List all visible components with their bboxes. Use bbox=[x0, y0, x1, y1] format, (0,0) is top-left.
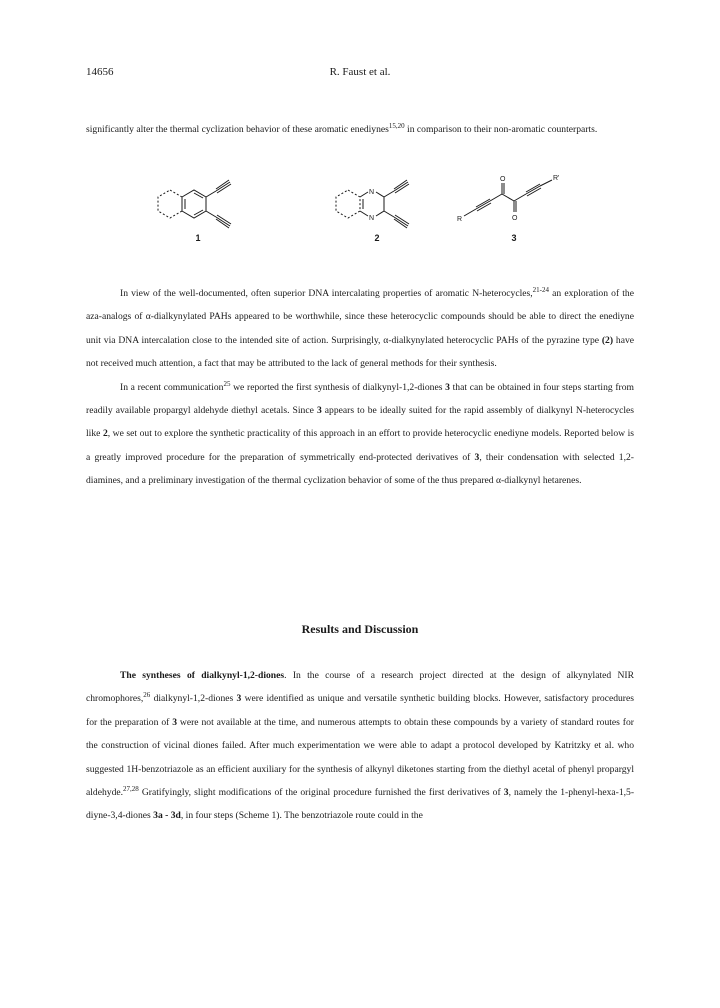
citation: 15,20 bbox=[388, 122, 405, 130]
text-run: in comparison to their non-aromatic counterparts. bbox=[404, 124, 598, 135]
compound-number: 1 bbox=[195, 233, 201, 243]
atom-label: R bbox=[457, 216, 463, 223]
citation: 26 bbox=[143, 691, 151, 700]
text-run: . In the course of a research project directed at the design of alkynylated NIR chromophores, bbox=[86, 670, 635, 705]
text-run: were not available at the time, and numerous attempts to obtain these compounds by a variety of standard routes for the construction of vicinal diones failed. After much experimentation we were able to adapt a protocol developed by Katritzky et al. who suggested 1H-benzotriazole as an efficient auxiliary for the synthesis of alkynyl diketones starting from the diethyl acetal of phenyl propargyl aldehyde. bbox=[86, 716, 634, 799]
compound-ref: 3 bbox=[503, 787, 509, 799]
text-run: an exploration of the aza-analogs of α-dialkynylated PAHs appeared to be worthwhile, since these heterocyclic compounds should be able to direct the enediyne unit via DNA intercalation close to the intended site of action. Surprisingly, α-dialkynylated heterocyclic PAHs of the pyrazine type bbox=[86, 288, 634, 346]
compound-2-structure bbox=[328, 172, 438, 230]
text-run: , in four steps (Scheme 1). The benzotriazole route could in the bbox=[180, 810, 423, 822]
compound-number: 2 bbox=[374, 233, 380, 243]
atom-label: N bbox=[369, 189, 375, 196]
text-run: we reported the first synthesis of dialkynyl-1,2-diones bbox=[230, 381, 446, 393]
text-run: appears to be ideally suited for the rapid assembly of dialkynyl N-heterocycles like bbox=[86, 405, 634, 440]
text-run: , namely the 1-phenyl-hexa-1,5-diyne-3,4-diones bbox=[86, 787, 635, 822]
compound-ref: 3 bbox=[445, 381, 450, 393]
syntheses-paragraph bbox=[86, 664, 634, 828]
compound-ref: 3a - 3d bbox=[153, 810, 181, 822]
compound-ref: 3 bbox=[316, 405, 322, 417]
body-text-block bbox=[86, 282, 634, 493]
text-run: In a recent communication bbox=[120, 381, 224, 393]
citation: 21-24 bbox=[532, 286, 549, 294]
atom-label: N bbox=[369, 215, 375, 222]
text-run: , their condensation with selected 1,2-diamines, and a preliminary investigation of the thermal cyclization behavior of some of the thus prepared α-dialkynyl hetarenes. bbox=[86, 451, 634, 487]
page-number: 14656 bbox=[86, 66, 114, 78]
running-head bbox=[86, 66, 634, 82]
atom-label: O bbox=[512, 215, 518, 222]
running-author: R. Faust et al. bbox=[329, 66, 391, 78]
atom-label: O bbox=[500, 176, 506, 183]
run-in-heading: The syntheses of dialkynyl-1,2-diones bbox=[120, 670, 285, 681]
compound-number: 3 bbox=[511, 233, 517, 243]
view-paragraph bbox=[86, 282, 634, 376]
syntheses-block bbox=[86, 664, 634, 828]
text-run: significantly alter the thermal cyclization behavior of these aromatic enediynes bbox=[86, 124, 389, 135]
compound-ref: 3 bbox=[236, 693, 242, 705]
compound-3-structure bbox=[446, 172, 586, 230]
compound-structures bbox=[86, 172, 634, 252]
compound-ref: 2 bbox=[102, 428, 108, 440]
text-run: dialkynyl-1,2-diones bbox=[150, 693, 237, 705]
compound-1-structure bbox=[150, 172, 260, 230]
compound-ref: 3 bbox=[172, 716, 178, 728]
text-run: Gratifyingly, slight modifications of the original procedure furnished the first derivatives of bbox=[138, 787, 504, 799]
atom-label: R' bbox=[553, 175, 560, 182]
text-run: were identified as unique and versatile synthetic building blocks. However, satisfactory procedures for the preparation of bbox=[86, 693, 634, 728]
intro-paragraph bbox=[86, 118, 634, 141]
section-heading: Results and Discussion bbox=[301, 622, 419, 636]
text-run: , we set out to explore the synthetic practicality of this approach in an effort to provide heterocyclic enediyne models. Reported below is a greatly improved procedure for the preparation of symmetrically end-protected derivatives of bbox=[86, 428, 634, 463]
recent-paragraph bbox=[86, 376, 634, 493]
compound-ref: (2) bbox=[601, 334, 614, 346]
text-run: that can be obtained in four steps starting from readily available propargyl aldehyde diethyl acetals. Since bbox=[86, 381, 635, 417]
citation: 25 bbox=[223, 379, 231, 388]
compound-ref: 3 bbox=[474, 451, 480, 463]
citation: 27,28 bbox=[123, 785, 139, 794]
text-run: In view of the well-documented, often superior DNA intercalating properties of aromatic N-heterocycles, bbox=[120, 288, 533, 299]
text-run: have not received much attention, a fact that may be attributed to the lack of general methods for their synthesis. bbox=[86, 334, 635, 370]
